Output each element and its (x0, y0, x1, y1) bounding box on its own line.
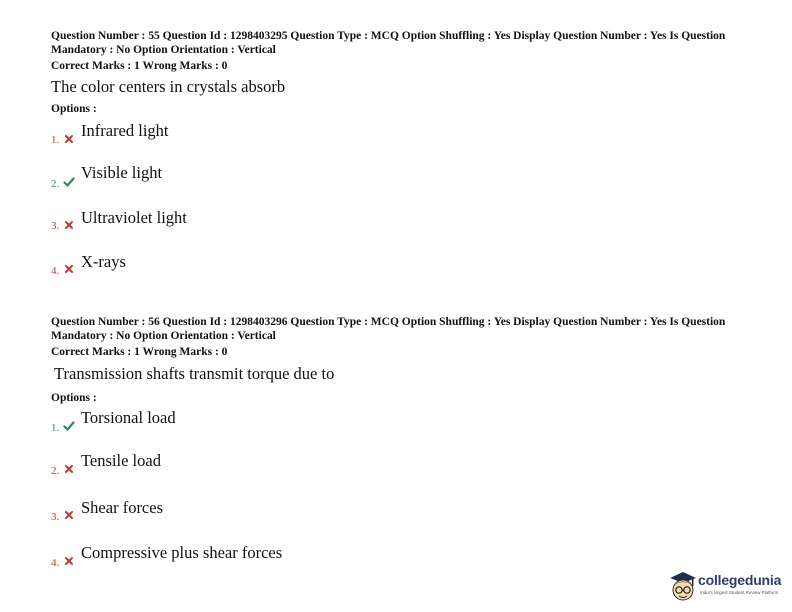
option-text: Visible light (81, 163, 163, 182)
option-text: X-rays (81, 252, 126, 271)
cross-icon (63, 463, 75, 475)
options-label: Options : (51, 392, 97, 404)
options-label: Options : (51, 103, 97, 115)
option-number: 1. (51, 134, 60, 146)
question-meta: Question Number : 56 Question Id : 1298403296 Question Type : MCQ Option Shuffling : Yes Display Question Number : Yes Is Question Mandatory : No Option Orientation : Vertical (51, 316, 726, 342)
cross-icon (63, 219, 75, 231)
question-marks: Correct Marks : 1 Wrong Marks : 0 (51, 60, 228, 72)
option-text: Torsional load (81, 408, 176, 427)
logo-tagline: India's largest Student Review Platform (700, 590, 779, 595)
option-text: Tensile load (81, 451, 161, 470)
question-text: Transmission shafts transmit torque due to (54, 364, 335, 383)
option-text: Infrared light (81, 121, 169, 140)
cross-icon (63, 263, 75, 275)
cross-icon (63, 555, 75, 567)
collegedunia-logo (668, 569, 786, 605)
question-text: The color centers in crystals absorb (51, 77, 286, 96)
option-number: 4. (51, 557, 60, 569)
option-text: Compressive plus shear forces (81, 543, 283, 562)
question-meta: Question Number : 55 Question Id : 1298403295 Question Type : MCQ Option Shuffling : Yes Display Question Number : Yes Is Question Mandatory : No Option Orientation : Vertical (51, 30, 726, 56)
check-icon (63, 176, 75, 188)
option-number: 3. (51, 511, 60, 523)
option-text: Shear forces (81, 498, 164, 517)
mascot-icon (668, 569, 698, 605)
option-number: 2. (51, 465, 60, 477)
check-icon (63, 420, 75, 432)
option-number: 1. (51, 422, 60, 434)
cross-icon (63, 509, 75, 521)
option-text: Ultraviolet light (81, 208, 187, 227)
option-number: 3. (51, 220, 60, 232)
question-marks: Correct Marks : 1 Wrong Marks : 0 (51, 346, 228, 358)
logo-wordmark: collegedunia (698, 572, 782, 588)
cross-icon (63, 133, 75, 145)
option-number: 2. (51, 178, 60, 190)
option-number: 4. (51, 265, 60, 277)
